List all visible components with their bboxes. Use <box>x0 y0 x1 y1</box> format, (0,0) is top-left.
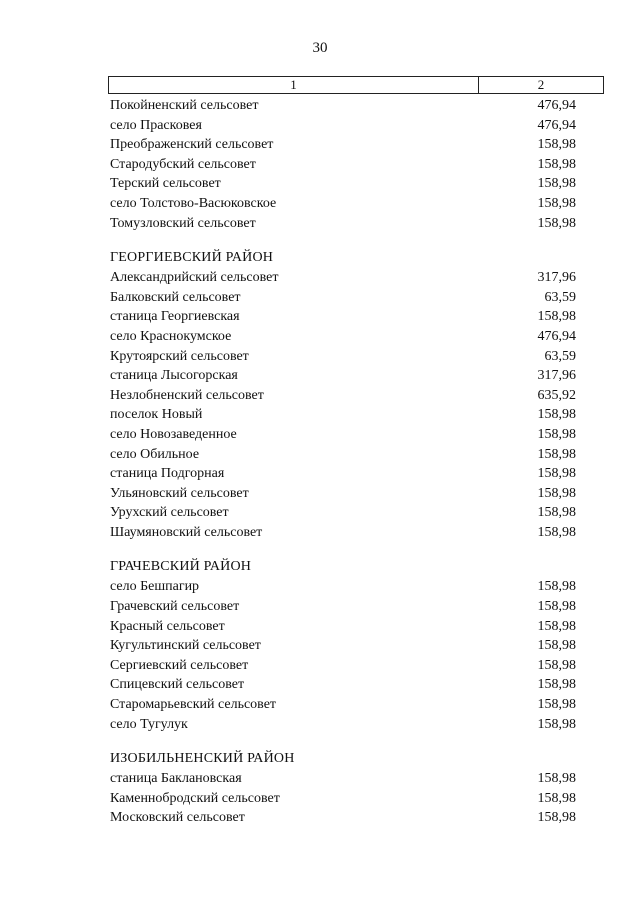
section-title: ГРАЧЕВСКИЙ РАЙОН <box>110 559 252 575</box>
section-gap <box>110 542 576 556</box>
allocation-value: 158,98 <box>537 771 576 787</box>
table-row <box>110 656 576 676</box>
allocation-value: 158,98 <box>537 579 576 595</box>
table-row <box>110 386 576 406</box>
allocation-value: 158,98 <box>537 309 576 325</box>
locality-name: село Тугулук <box>110 716 188 732</box>
locality-name: станица Георгиевская <box>110 309 240 325</box>
table-row <box>110 808 576 828</box>
page-number: 30 <box>312 40 328 56</box>
table-row <box>110 425 576 445</box>
table-row <box>110 194 576 214</box>
table-row <box>110 617 576 637</box>
table-row <box>110 96 576 116</box>
locality-name: Ульяновский сельсовет <box>110 485 249 501</box>
table-row <box>110 715 576 735</box>
locality-name: Балковский сельсовет <box>110 289 241 305</box>
locality-name: Старомарьевский сельсовет <box>110 697 277 713</box>
table-row <box>110 675 576 695</box>
table-row <box>110 695 576 715</box>
allocation-value: 158,98 <box>537 716 576 732</box>
table-row <box>110 445 576 465</box>
allocation-value: 158,98 <box>537 137 576 153</box>
allocation-value: 158,98 <box>537 195 576 211</box>
locality-name: поселок Новый <box>110 407 203 423</box>
locality-name: село Бешпагир <box>110 579 200 595</box>
locality-name: Московский сельсовет <box>110 810 245 826</box>
table-row <box>110 405 576 425</box>
locality-name: Урухский сельсовет <box>110 505 229 521</box>
table-header-col2: 2 <box>537 77 545 92</box>
locality-name: Томузловский сельсовет <box>110 215 256 231</box>
allocation-value: 158,98 <box>537 638 576 654</box>
allocation-value: 476,94 <box>537 328 576 344</box>
table-row <box>110 288 576 308</box>
locality-name: Стародубский сельсовет <box>110 156 256 172</box>
locality-name: Красный сельсовет <box>110 618 225 634</box>
locality-name: станица Баклановская <box>110 771 242 787</box>
section-gap <box>110 734 576 748</box>
allocation-value: 158,98 <box>537 790 576 806</box>
allocation-value: 158,98 <box>537 407 576 423</box>
locality-name: село Новозаведенное <box>110 426 237 442</box>
allocation-table <box>110 96 576 828</box>
allocation-value: 158,98 <box>537 697 576 713</box>
locality-name: станица Лысогорская <box>110 368 238 384</box>
table-row <box>110 214 576 234</box>
table-row <box>110 597 576 617</box>
locality-name: Спицевский сельсовет <box>110 677 245 693</box>
allocation-value: 158,98 <box>537 176 576 192</box>
table-header <box>108 76 604 94</box>
allocation-value: 158,98 <box>537 505 576 521</box>
locality-name: станица Подгорная <box>110 466 225 482</box>
allocation-value: 158,98 <box>537 810 576 826</box>
table-row <box>110 307 576 327</box>
locality-name: Шаумяновский сельсовет <box>110 524 263 540</box>
locality-name: Сергиевский сельсовет <box>110 657 249 673</box>
table-row <box>110 636 576 656</box>
locality-name: Грачевский сельсовет <box>110 599 240 615</box>
table-row <box>110 116 576 136</box>
table-row <box>110 464 576 484</box>
locality-name: село Обильное <box>110 446 200 462</box>
table-row <box>110 484 576 504</box>
table-row <box>110 523 576 543</box>
table-row <box>110 327 576 347</box>
allocation-value: 635,92 <box>537 387 576 403</box>
table-row <box>110 789 576 809</box>
allocation-value: 158,98 <box>537 446 576 462</box>
allocation-value: 158,98 <box>537 524 576 540</box>
locality-name: Покойненский сельсовет <box>110 98 259 113</box>
table-row <box>110 135 576 155</box>
allocation-value: 476,94 <box>537 117 576 133</box>
table-row <box>110 769 576 789</box>
table-row <box>110 347 576 367</box>
allocation-value: 158,98 <box>537 677 576 693</box>
allocation-value: 63,59 <box>544 348 576 364</box>
table-header-col1: 1 <box>109 77 479 93</box>
locality-name: Каменнобродский сельсовет <box>110 790 280 806</box>
locality-name: Кугультинский сельсовет <box>110 638 261 654</box>
allocation-value: 158,98 <box>537 657 576 673</box>
allocation-value: 158,98 <box>537 485 576 501</box>
locality-name: Незлобненский сельсовет <box>110 387 264 403</box>
allocation-value: 158,98 <box>537 618 576 634</box>
allocation-value: 158,98 <box>537 466 576 482</box>
section-title: ИЗОБИЛЬНЕНСКИЙ РАЙОН <box>110 751 295 767</box>
table-row <box>110 268 576 288</box>
locality-name: село Толстово-Васюковское <box>110 195 277 211</box>
section-gap <box>110 233 576 247</box>
section-title: ГЕОРГИЕВСКИЙ РАЙОН <box>110 250 274 266</box>
table-row <box>110 366 576 386</box>
table-row <box>110 174 576 194</box>
allocation-value: 158,98 <box>537 156 576 172</box>
allocation-value: 158,98 <box>537 426 576 442</box>
locality-name: Крутоярский сельсовет <box>110 348 249 364</box>
locality-name: село Прасковея <box>110 117 202 133</box>
allocation-value: 317,96 <box>537 270 576 286</box>
table-row <box>110 577 576 597</box>
allocation-value: 476,94 <box>537 98 576 113</box>
locality-name: село Краснокумское <box>110 328 232 344</box>
locality-name: Преображенский сельсовет <box>110 137 274 153</box>
locality-name: Терский сельсовет <box>110 176 221 192</box>
allocation-value: 158,98 <box>537 599 576 615</box>
allocation-value: 158,98 <box>537 215 576 231</box>
table-row <box>110 503 576 523</box>
table-row <box>110 155 576 175</box>
locality-name: Александрийский сельсовет <box>110 270 279 286</box>
allocation-value: 63,59 <box>544 289 576 305</box>
allocation-value: 317,96 <box>537 368 576 384</box>
